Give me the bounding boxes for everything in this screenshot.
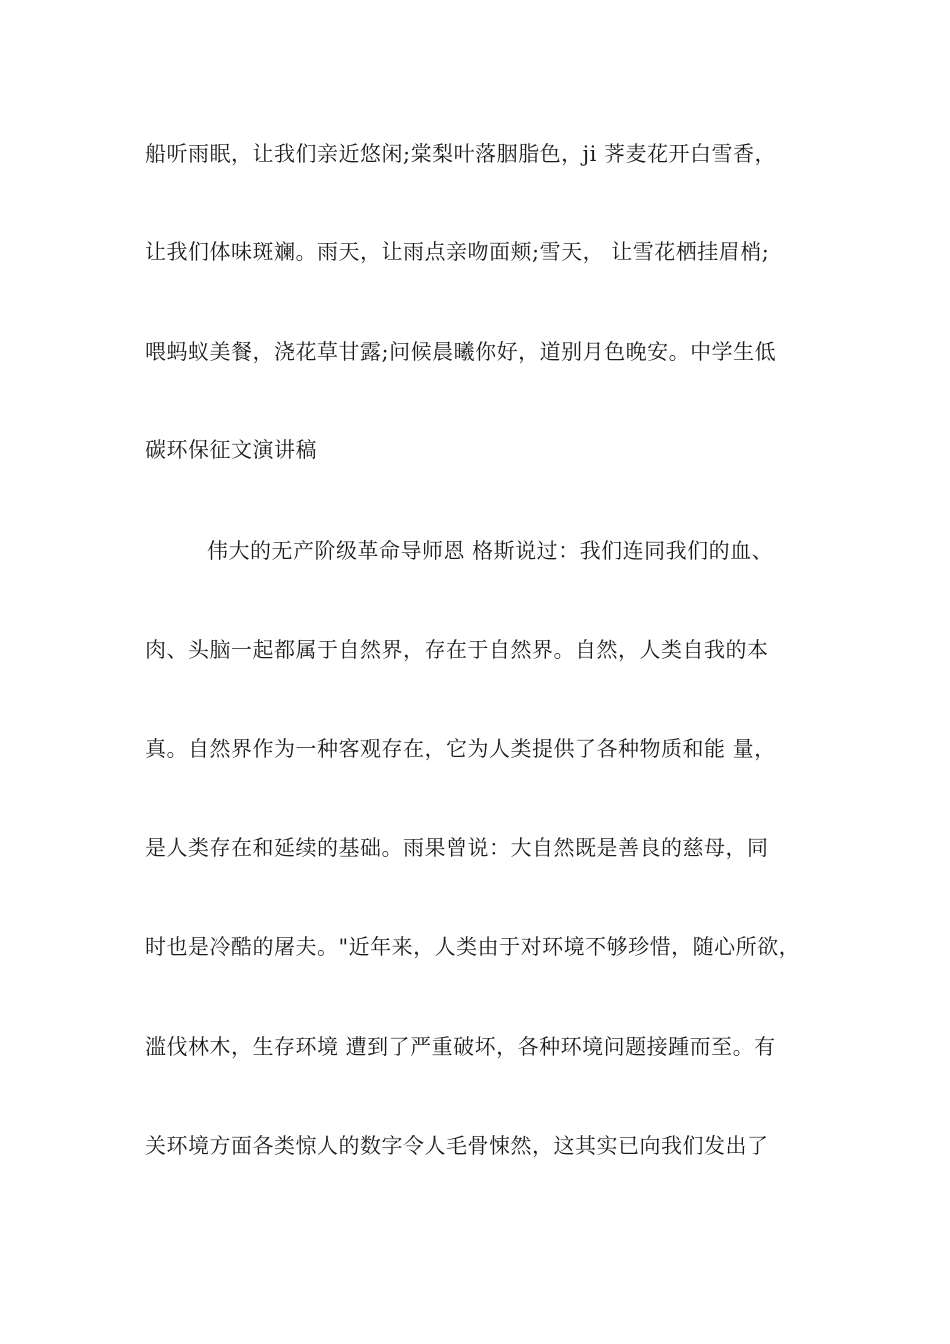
text-line-4: 碳环保征文演讲稿 (145, 438, 317, 462)
text-line-11: 关环境方面各类惊人的数字令人毛骨悚然，这其实已向我们发出了 (145, 1134, 769, 1158)
text-line-1: 船听雨眠，让我们亲近悠闲;棠梨叶落胭脂色，ji 荠麦花开白雪香， (145, 142, 776, 166)
text-line-3: 喂蚂蚁美餐，浇花草甘露;问候晨曦你好，道别月色晚安。中学生低 (145, 340, 777, 364)
text-line-2: 让我们体味斑斓。雨天，让雨点亲吻面颊;雪天， 让雪花栖挂眉梢; (145, 240, 770, 264)
text-line-10: 滥伐林木，生存环境 遭到了严重破坏，各种环境问题接踵而至。有 (145, 1035, 776, 1059)
text-line-8: 是人类存在和延续的基础。雨果曾说：大自然既是善良的慈母，同 (145, 836, 769, 860)
text-line-9: 时也是冷酷的屠夫。"近年来，人类由于对环境不够珍惜，随心所欲， (145, 935, 801, 959)
paragraph-first-line: 伟大的无产阶级革命导师恩 格斯说过：我们连同我们的血、 (207, 539, 774, 563)
text-line-6: 肉、头脑一起都属于自然界，存在于自然界。自然，人类自我的本 (145, 638, 769, 662)
text-line-7: 真。自然界作为一种客观存在，它为人类提供了各种物质和能 量， (145, 737, 776, 761)
